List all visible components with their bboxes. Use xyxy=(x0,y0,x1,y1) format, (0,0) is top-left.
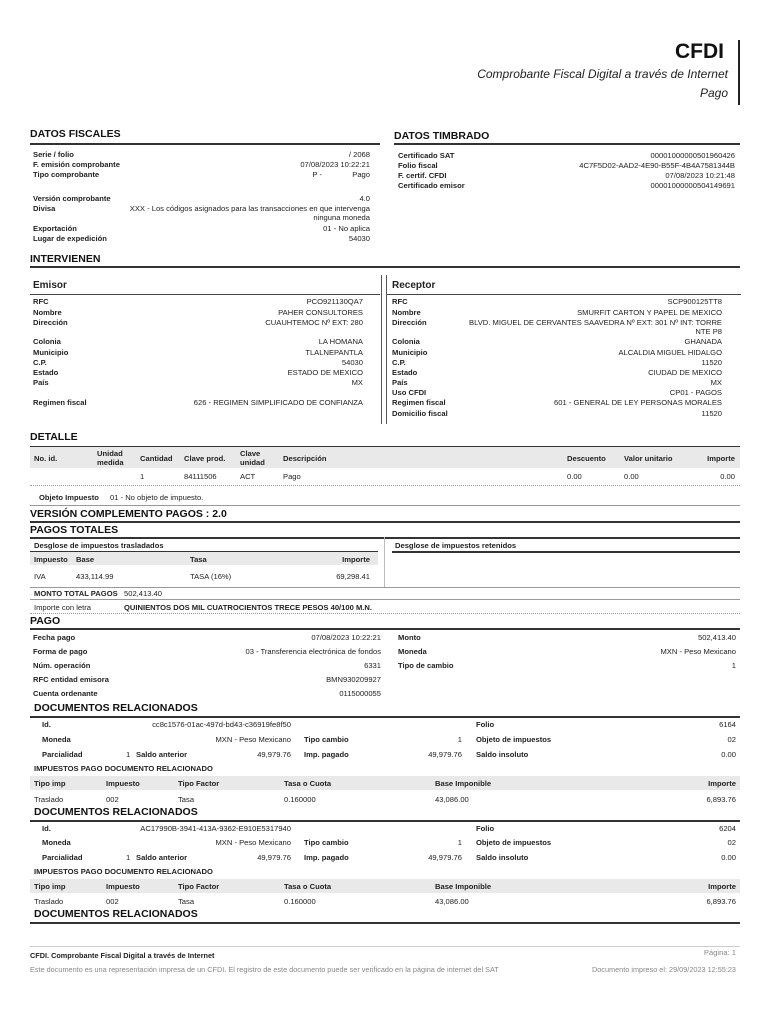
doc2-impuesto: 002 xyxy=(106,897,119,906)
document-type: Pago xyxy=(699,86,728,100)
footer-page: Página: 1 xyxy=(703,948,736,957)
footer-printed: Documento impreso el: 29/09/2023 12:55:23 xyxy=(591,965,736,974)
doc1-base: 43,086.00 xyxy=(435,795,469,804)
pagos-totales-title: PAGOS TOTALES xyxy=(30,524,119,536)
footer-title: CFDI. Comprobante Fiscal Digital a través de Internet xyxy=(30,951,215,960)
doc2-factor: Tasa xyxy=(178,897,195,906)
doc2-id-value: AC17990B-3941-413A-9362-E910E5317940 xyxy=(140,824,291,833)
serie-value: / 2068 xyxy=(348,150,370,159)
doc2-h-tipo-factor: Tipo Factor xyxy=(178,882,220,891)
receptor-pais-label: País xyxy=(392,378,408,387)
receptor-municipio-value: ALCALDIA MIGUEL HIDALGO xyxy=(618,348,722,357)
emision-value: 07/08/2023 10:22:21 xyxy=(300,160,370,169)
pago-title: PAGO xyxy=(30,615,61,627)
doc2-tasa: 0.160000 xyxy=(284,897,316,906)
doc1-factor: Tasa xyxy=(178,795,195,804)
detalle-h-descripcion: Descripción xyxy=(283,454,327,463)
divisa-value-2: ninguna moneda xyxy=(313,213,370,222)
doc1-id-label: Id. xyxy=(42,720,51,729)
doc2-imp-pagado-label: Imp. pagado xyxy=(304,853,349,862)
doc1-parcialidad-value: 1 xyxy=(126,750,131,759)
detalle-clave-unidad: ACT xyxy=(240,472,256,481)
num-operacion-label: Núm. operación xyxy=(33,661,91,670)
datos-timbrado-title: DATOS TIMBRADO xyxy=(394,130,490,142)
doc2-h-importe: Importe xyxy=(708,882,736,891)
divider xyxy=(30,266,740,268)
emisor-cp-value: 54030 xyxy=(341,358,363,367)
footer-note: Este documento es una representación impresa de un CFDI. El registro de este documento puede ser verificado en la página de internet del SAT xyxy=(30,965,499,974)
receptor-nombre-value: SMURFIT CARTON Y PAPEL DE MEXICO xyxy=(577,308,722,317)
folio-fiscal-value: 4C7F5D02-AAD2-4E90-B55F-4B4A7581344B xyxy=(579,161,735,170)
rfc-entidad-value: BMN930209927 xyxy=(326,675,381,684)
certificado-sat-label: Certificado SAT xyxy=(398,151,455,160)
doc2-h-tasa: Tasa o Cuota xyxy=(284,882,332,891)
doc1-h-tipo-imp: Tipo imp xyxy=(34,779,66,788)
emisor-colonia-label: Colonia xyxy=(33,337,61,346)
retenidos-title: Desglose de impuestos retenidos xyxy=(395,541,517,550)
receptor-direccion-value-2: NTE P8 xyxy=(695,327,722,336)
emisor-rfc-value: PCO921130QA7 xyxy=(306,297,363,306)
doc1-saldo-anterior-label: Saldo anterior xyxy=(136,750,188,759)
pt-tasa: TASA (16%) xyxy=(190,572,232,581)
doc1-saldo-anterior-value: 49,979.76 xyxy=(257,750,291,759)
detalle-valor: 0.00 xyxy=(624,472,639,481)
detalle-h-clave-prod: Clave prod. xyxy=(184,454,226,463)
doc2-parcialidad-value: 1 xyxy=(126,853,131,862)
doc2-id-label: Id. xyxy=(42,824,51,833)
doc2-imp-pagado-value: 49,979.76 xyxy=(428,853,462,862)
emisor-title: Emisor xyxy=(33,280,67,291)
lugar-value: 54030 xyxy=(348,234,370,243)
receptor-regimen-value: 601 - GENERAL DE LEY PERSONAS MORALES xyxy=(554,398,722,407)
emisor-regimen-label: Regimen fiscal xyxy=(33,398,87,407)
doc1-tipo-cambio-value: 1 xyxy=(457,735,462,744)
pt-h-importe: Importe xyxy=(342,555,370,564)
num-operacion-value: 6331 xyxy=(364,661,381,670)
emisor-box xyxy=(30,275,382,424)
monto-total-value: 502,413.40 xyxy=(124,589,163,598)
exportacion-value: 01 - No aplica xyxy=(323,224,370,233)
doc2-impuestos-title: IMPUESTOS PAGO DOCUMENTO RELACIONADO xyxy=(34,867,213,876)
receptor-nombre-label: Nombre xyxy=(392,308,421,317)
objeto-impuesto-value: 01 - No objeto de impuesto. xyxy=(110,493,204,502)
doc2-saldo-insoluto-label: Saldo insoluto xyxy=(476,853,529,862)
forma-pago-value: 03 - Transferencia electrónica de fondos xyxy=(245,647,381,656)
doc1-saldo-insoluto-value: 0.00 xyxy=(721,750,736,759)
divider xyxy=(30,143,380,145)
forma-pago-label: Forma de pago xyxy=(33,647,88,656)
monto-value: 502,413.40 xyxy=(697,633,736,642)
moneda-label: Moneda xyxy=(398,647,427,656)
title-bar xyxy=(738,40,740,105)
receptor-colonia-label: Colonia xyxy=(392,337,420,346)
footer-divider xyxy=(30,946,740,947)
doc1-h-impuesto: Impuesto xyxy=(106,779,140,788)
pt-impuesto: IVA xyxy=(34,572,46,581)
detalle-h-unidad-1: Unidad xyxy=(97,449,123,458)
divider xyxy=(394,143,740,145)
monto-total-label: MONTO TOTAL PAGOS xyxy=(34,589,118,598)
doc1-h-importe: Importe xyxy=(708,779,736,788)
pago-right-block xyxy=(398,633,736,671)
detalle-h-valor: Valor unitario xyxy=(624,454,673,463)
doc1-imp-pagado-value: 49,979.76 xyxy=(428,750,462,759)
doc1-tipo: Traslado xyxy=(34,795,64,804)
divider xyxy=(392,551,740,553)
receptor-title: Receptor xyxy=(392,280,436,291)
detalle-h-unidad-2: medida xyxy=(97,458,124,467)
doc1-tipo-cambio-label: Tipo cambio xyxy=(304,735,349,744)
doc2-h-base: Base Imponible xyxy=(435,882,492,891)
divider xyxy=(30,922,740,924)
doc-rel-title-2: DOCUMENTOS RELACIONADOS xyxy=(34,806,198,818)
receptor-cp-label: C.P. xyxy=(392,358,406,367)
divider xyxy=(30,521,740,523)
doc1-id-value: cc8c1576-01ac-497d-bd43-c36919fe8f50 xyxy=(152,720,291,729)
detalle-h-cantidad: Cantidad xyxy=(140,454,173,463)
detalle-descuento: 0.00 xyxy=(567,472,582,481)
doc1-moneda-value: MXN - Peso Mexicano xyxy=(215,735,291,744)
detalle-h-clave-unidad-1: Clave xyxy=(240,449,261,458)
divider xyxy=(30,537,740,539)
emisor-estado-label: Estado xyxy=(33,368,59,377)
pt-h-base: Base xyxy=(76,555,95,564)
receptor-direccion-value: BLVD. MIGUEL DE CERVANTES SAAVEDRA Nº EXT: 301 Nº INT: TORRE xyxy=(469,318,722,327)
detalle-h-id: No. id. xyxy=(34,454,58,463)
receptor-cp-value: 11520 xyxy=(701,358,722,367)
divider xyxy=(30,599,740,600)
tipo-cambio-label: Tipo de cambio xyxy=(398,661,454,670)
emisor-direccion-label: Dirección xyxy=(33,318,68,327)
doc1-impuestos-title: IMPUESTOS PAGO DOCUMENTO RELACIONADO xyxy=(34,764,213,773)
tipo-comprobante-label: Tipo comprobante xyxy=(33,170,100,179)
pago-left-block xyxy=(33,633,381,699)
doc2-tipo-cambio-label: Tipo cambio xyxy=(304,838,349,847)
divider xyxy=(30,587,740,588)
document-subtitle: Comprobante Fiscal Digital a través de Internet xyxy=(477,67,728,81)
divider xyxy=(30,820,740,822)
rfc-entidad-label: RFC entidad emisora xyxy=(33,675,109,684)
doc1-folio-label: Folio xyxy=(476,720,495,729)
emisor-colonia-value: LA HOMANA xyxy=(318,337,363,346)
receptor-uso-value: CP01 - PAGOS xyxy=(669,388,722,397)
fecha-pago-label: Fecha pago xyxy=(33,633,76,642)
doc1-tasa: 0.160000 xyxy=(284,795,316,804)
version-value: 4.0 xyxy=(359,194,370,203)
fecha-pago-value: 07/08/2023 10:22:21 xyxy=(311,633,381,642)
importe-letra-value: QUINIENTOS DOS MIL CUATROCIENTOS TRECE PESOS 40/100 M.N. xyxy=(124,603,372,612)
doc2-tipo-cambio-value: 1 xyxy=(457,838,462,847)
folio-fiscal-label: Folio fiscal xyxy=(398,161,438,170)
exportacion-label: Exportación xyxy=(33,224,77,233)
divider xyxy=(30,628,740,630)
doc2-importe: 6,893.76 xyxy=(706,897,736,906)
emisor-municipio-label: Municipio xyxy=(33,348,69,357)
doc1-objeto-label: Objeto de impuestos xyxy=(476,735,552,744)
tipo-comprobante-value: Pago xyxy=(352,170,370,179)
doc1-parcialidad-label: Parcialidad xyxy=(42,750,83,759)
emisor-estado-value: ESTADO DE MEXICO xyxy=(287,368,363,377)
receptor-domicilio-label: Domicilio fiscal xyxy=(392,409,448,418)
doc2-parcialidad-label: Parcialidad xyxy=(42,853,83,862)
doc2-moneda-label: Moneda xyxy=(42,838,71,847)
divisa-label: Divisa xyxy=(33,204,56,213)
datos-fiscales-block xyxy=(33,150,370,243)
doc1-h-tipo-factor: Tipo Factor xyxy=(178,779,220,788)
divider xyxy=(30,716,740,718)
moneda-value: MXN - Peso Mexicano xyxy=(660,647,736,656)
fecha-certif-value: 07/08/2023 10:21:48 xyxy=(665,171,735,180)
doc2-moneda-value: MXN - Peso Mexicano xyxy=(215,838,291,847)
detalle-h-clave-unidad-2: unidad xyxy=(240,458,265,467)
column-divider xyxy=(384,537,385,587)
doc2-base: 43,086.00 xyxy=(435,897,469,906)
emisor-municipio-value: TLALNEPANTLA xyxy=(305,348,363,357)
emisor-cp-label: C.P. xyxy=(33,358,47,367)
doc2-objeto-label: Objeto de impuestos xyxy=(476,838,552,847)
doc-rel-title-3: DOCUMENTOS RELACIONADOS xyxy=(34,908,198,920)
detalle-h-descuento: Descuento xyxy=(567,454,606,463)
receptor-direccion-label: Dirección xyxy=(392,318,427,327)
pt-h-tasa: Tasa xyxy=(190,555,207,564)
detalle-descripcion: Pago xyxy=(283,472,301,481)
doc2-saldo-anterior-label: Saldo anterior xyxy=(136,853,188,862)
receptor-pais-value: MX xyxy=(710,378,722,387)
doc2-saldo-insoluto-value: 0.00 xyxy=(721,853,736,862)
doc2-objeto-value: 02 xyxy=(727,838,736,847)
receptor-municipio-label: Municipio xyxy=(392,348,428,357)
version-label: Versión comprobante xyxy=(33,194,111,203)
monto-label: Monto xyxy=(398,633,421,642)
divider xyxy=(30,613,740,614)
certificado-emisor-value: 00001000000504149691 xyxy=(650,181,735,190)
receptor-uso-label: Uso CFDI xyxy=(392,388,427,397)
receptor-rfc-label: RFC xyxy=(392,297,408,306)
divider xyxy=(30,485,740,486)
tipo-comprobante-code: P - xyxy=(312,170,322,179)
emisor-pais-label: País xyxy=(33,378,49,387)
doc2-h-impuesto: Impuesto xyxy=(106,882,140,891)
certificado-emisor-label: Certificado emisor xyxy=(398,181,465,190)
emisor-regimen-value: 626 - REGIMEN SIMPLIFICADO DE CONFIANZA xyxy=(193,398,363,407)
doc1-imp-pagado-label: Imp. pagado xyxy=(304,750,349,759)
cuenta-ordenante-value: 0115000055 xyxy=(339,689,381,698)
receptor-box xyxy=(386,275,740,424)
doc2-saldo-anterior-value: 49,979.76 xyxy=(257,853,291,862)
doc1-objeto-value: 02 xyxy=(727,735,736,744)
divider xyxy=(30,505,740,506)
lugar-label: Lugar de expedición xyxy=(33,234,107,243)
emisor-pais-value: MX xyxy=(351,378,363,387)
certificado-sat-value: 00001000000501960426 xyxy=(650,151,735,160)
emisor-nombre-label: Nombre xyxy=(33,308,62,317)
emisor-nombre-value: PAHER CONSULTORES xyxy=(278,308,363,317)
fecha-certif-label: F. certif. CFDI xyxy=(398,171,447,180)
detalle-cantidad: 1 xyxy=(140,472,145,481)
objeto-impuesto-label: Objeto Impuesto xyxy=(39,493,99,502)
pt-base: 433,114.99 xyxy=(76,572,114,581)
trasladados-title: Desglose de impuestos trasladados xyxy=(34,541,164,550)
receptor-estado-value: CIUDAD DE MEXICO xyxy=(648,368,722,377)
pt-h-impuesto: Impuesto xyxy=(34,555,68,564)
detalle-title: DETALLE xyxy=(30,431,78,443)
datos-timbrado-block xyxy=(398,151,735,190)
intervienen-title: INTERVIENEN xyxy=(30,253,101,265)
divisa-value: XXX - Los códigos asignados para las transacciones en que intervenga xyxy=(129,204,370,213)
pt-importe: 69,298.41 xyxy=(336,572,370,581)
document-title: CFDI xyxy=(675,40,724,63)
doc2-folio-value: 6204 xyxy=(719,824,736,833)
doc1-saldo-insoluto-label: Saldo insoluto xyxy=(476,750,529,759)
importe-letra-label: Importe con letra xyxy=(34,603,91,612)
doc2-tipo: Traslado xyxy=(34,897,64,906)
detalle-clave-prod: 84111506 xyxy=(184,472,217,481)
doc2-folio-label: Folio xyxy=(476,824,495,833)
receptor-rfc-value: SCP900125TT8 xyxy=(667,297,722,306)
doc1-impuesto: 002 xyxy=(106,795,119,804)
doc1-importe: 6,893.76 xyxy=(706,795,736,804)
serie-label: Serie / folio xyxy=(33,150,74,159)
doc1-moneda-label: Moneda xyxy=(42,735,71,744)
detalle-importe: 0.00 xyxy=(720,472,735,481)
emisor-direccion-value: CUAUHTEMOC Nº EXT: 280 xyxy=(265,318,363,327)
receptor-regimen-label: Regimen fiscal xyxy=(392,398,446,407)
emisor-rfc-label: RFC xyxy=(33,297,49,306)
doc2-h-tipo-imp: Tipo imp xyxy=(34,882,66,891)
doc1-folio-value: 6164 xyxy=(719,720,736,729)
receptor-estado-label: Estado xyxy=(392,368,418,377)
tipo-cambio-value: 1 xyxy=(731,661,736,670)
receptor-domicilio-value: 11520 xyxy=(701,409,722,418)
emision-label: F. emisión comprobante xyxy=(33,160,120,169)
detalle-h-importe: Importe xyxy=(707,454,735,463)
receptor-colonia-value: GHANADA xyxy=(684,337,722,346)
doc1-h-base: Base Imponible xyxy=(435,779,492,788)
doc-rel-title-1: DOCUMENTOS RELACIONADOS xyxy=(34,702,198,714)
version-complemento: VERSIÓN COMPLEMENTO PAGOS : 2.0 xyxy=(30,508,227,520)
datos-fiscales-title: DATOS FISCALES xyxy=(30,128,121,140)
cuenta-ordenante-label: Cuenta ordenante xyxy=(33,689,98,698)
doc1-h-tasa: Tasa o Cuota xyxy=(284,779,332,788)
